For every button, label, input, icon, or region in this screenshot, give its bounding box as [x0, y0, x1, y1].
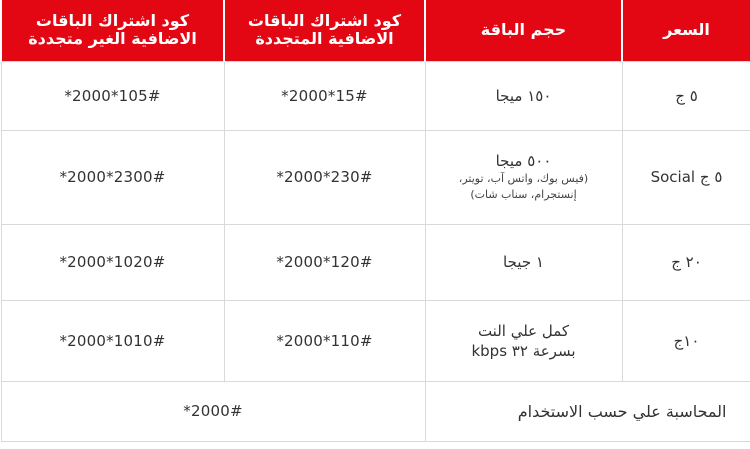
size-main: كمل علي النت [477, 321, 570, 340]
price-cell: ٥ ج Social [622, 130, 750, 224]
table-row [1, 224, 750, 300]
size-cell [425, 300, 622, 381]
nonrenew-code-cell: *2000*1020# [1, 224, 224, 300]
size-cell [425, 224, 622, 300]
table-row [1, 300, 750, 381]
size-cell [425, 61, 622, 130]
size-sub: (فيس بوك، واتس آب، تويتر، إنستجرام، سناب شات) [458, 172, 589, 201]
header-price: السعر [622, 0, 750, 61]
header-nonrenew-code: كود اشتراك الباقات الاضافية الغير متجددة [1, 0, 224, 61]
renew-code-cell: *2000*110# [224, 300, 425, 381]
price-cell: ٥ ج [622, 61, 750, 130]
usage-billing-label: المحاسبة علي حسب الاستخدام [425, 381, 750, 441]
table-footer-row [1, 381, 750, 441]
table-header-row [1, 0, 750, 61]
nonrenew-code-cell: *2000*105# [1, 61, 224, 130]
price-cell: ١٠ج [622, 300, 750, 381]
nonrenew-code-cell: *2000*2300# [1, 130, 224, 224]
size-main: ٥٠٠ ميجا [495, 152, 552, 170]
nonrenew-code-cell: *2000*1010# [1, 300, 224, 381]
price-cell: ٢٠ ج [622, 224, 750, 300]
usage-billing-code: *2000# [1, 381, 425, 441]
header-size: حجم الباقة [425, 0, 622, 61]
renew-code-cell: *2000*15# [224, 61, 425, 130]
header-renew-code: كود اشتراك الباقات الاضافية المتجددة [224, 0, 425, 61]
size-sub: بسرعة ٣٢ kbps [471, 341, 576, 360]
renew-code-cell: *2000*230# [224, 130, 425, 224]
size-main: ١ جيجا [503, 253, 544, 271]
table-row [1, 130, 750, 224]
size-main: ١٥٠ ميجا [495, 86, 552, 105]
size-cell [425, 130, 622, 224]
renew-code-cell: *2000*120# [224, 224, 425, 300]
table-row [1, 61, 750, 130]
